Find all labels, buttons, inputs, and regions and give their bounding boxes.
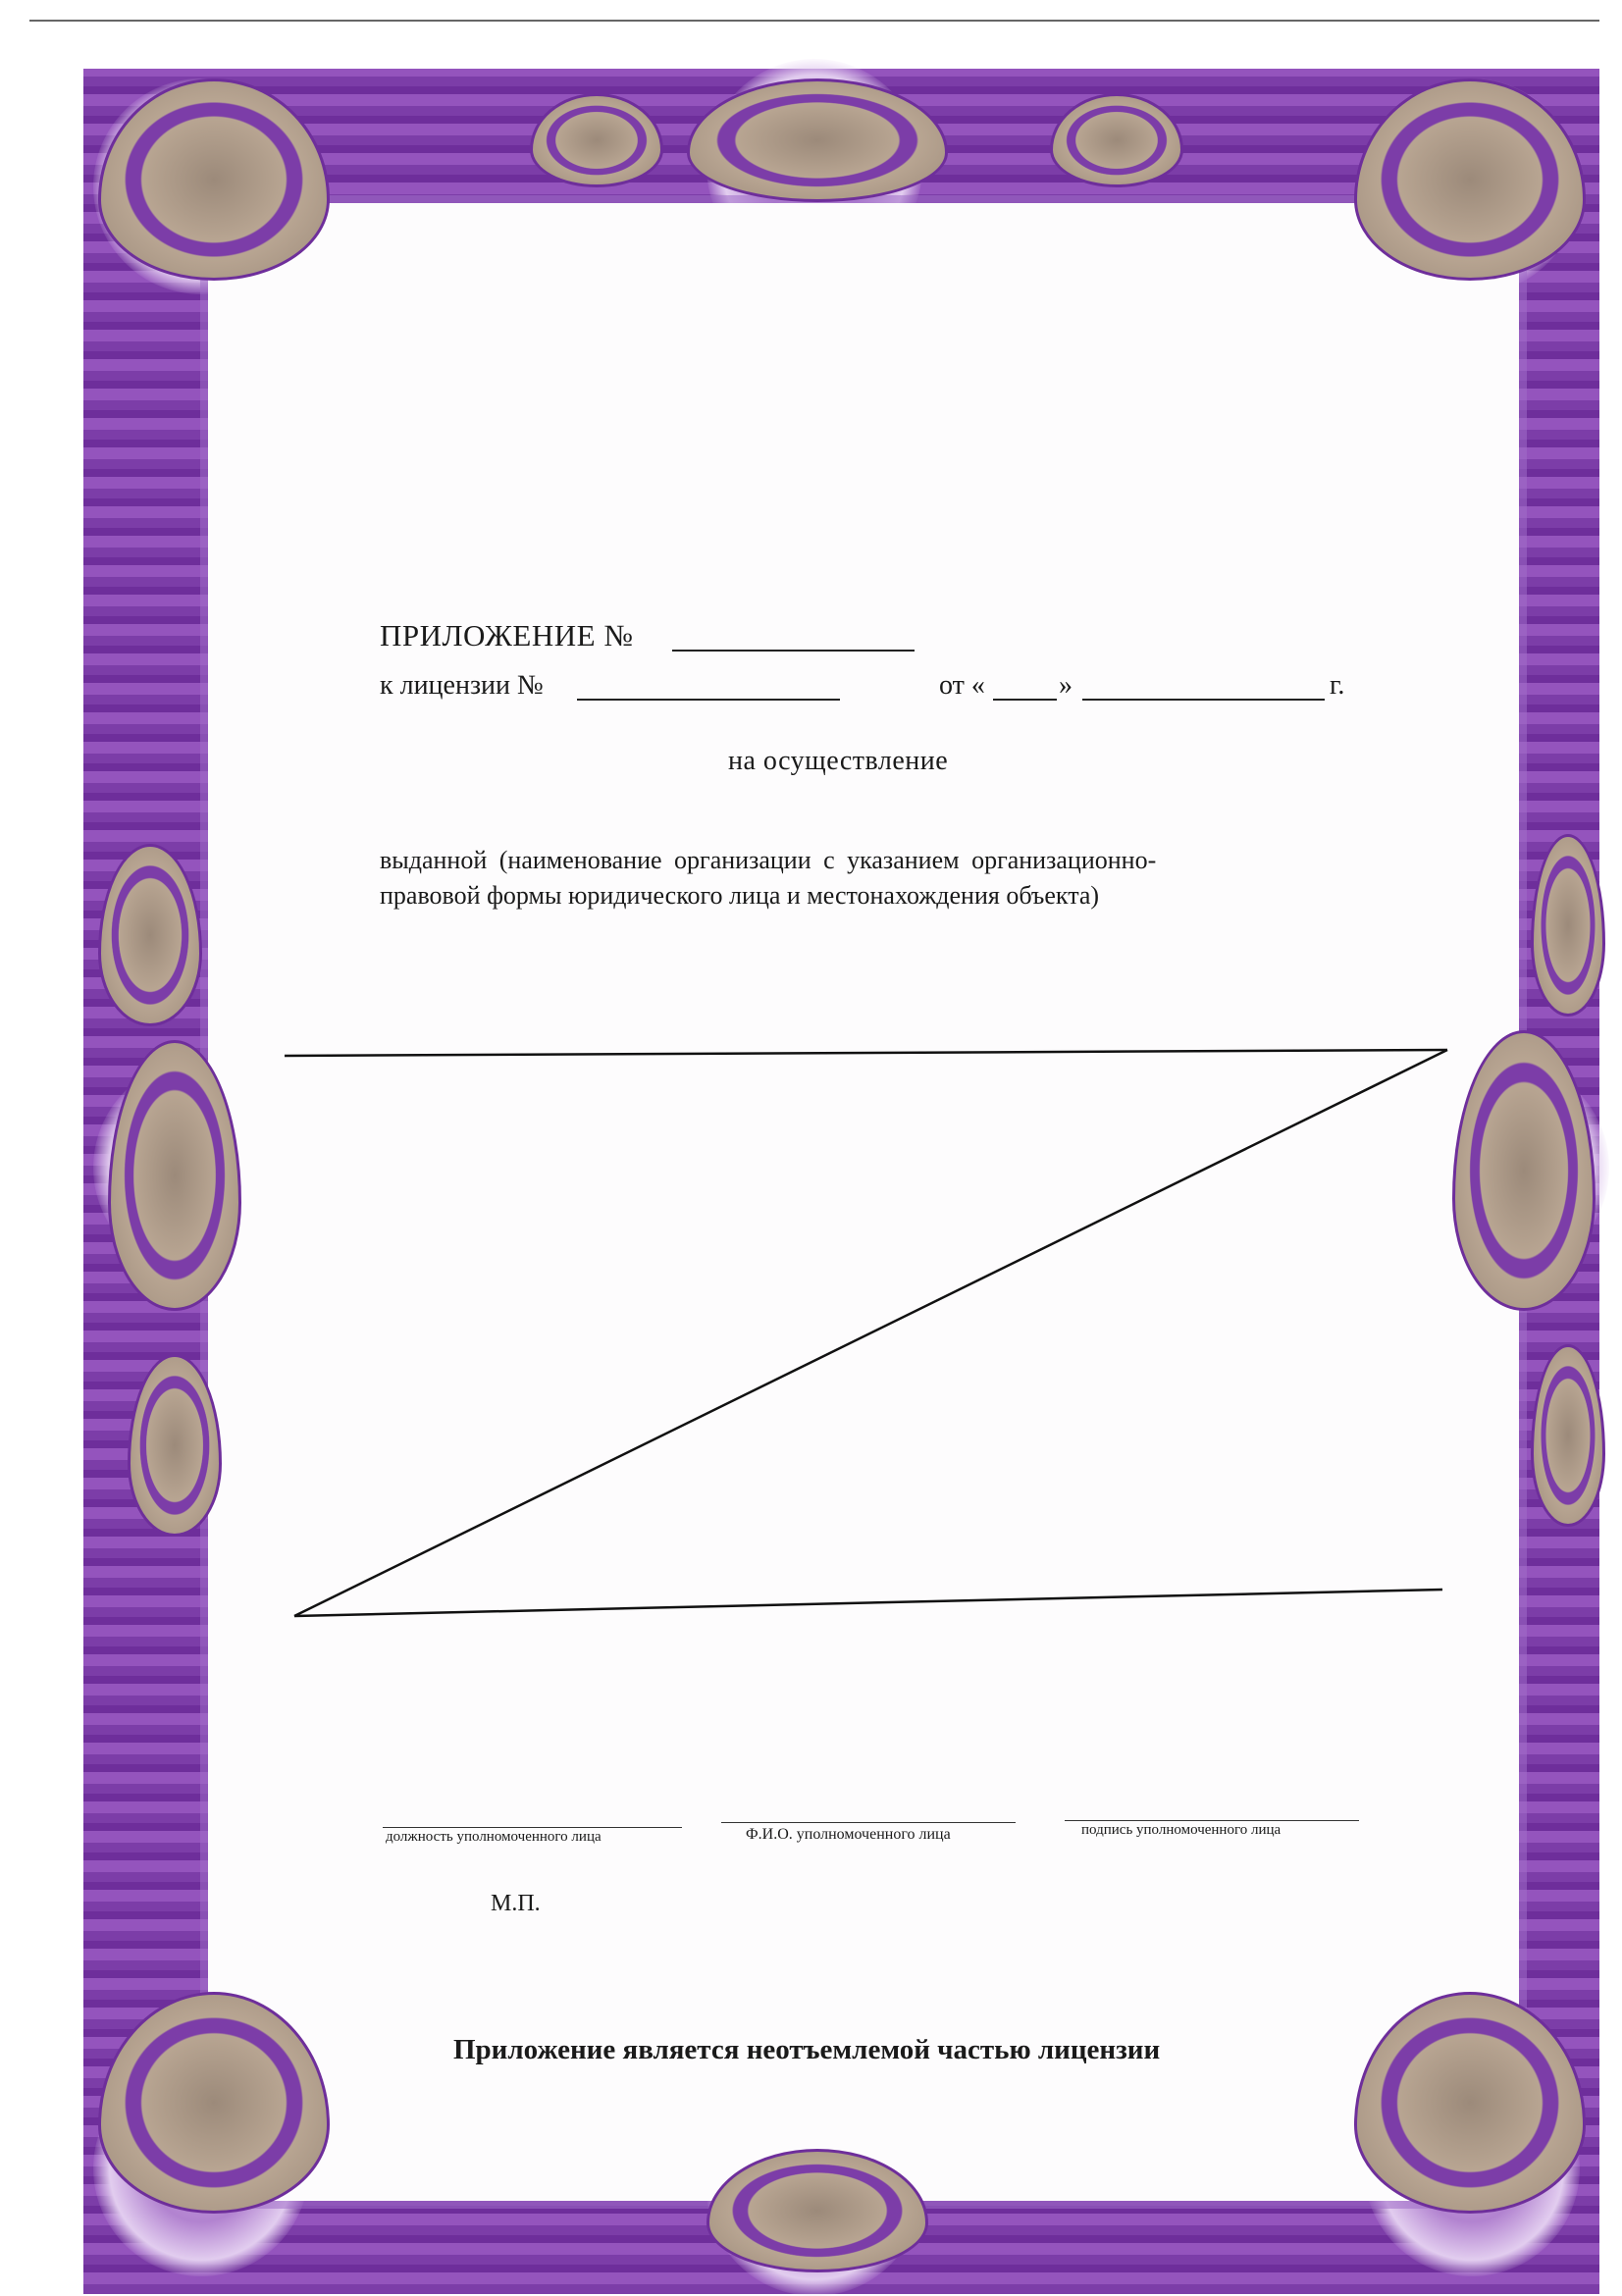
purpose-label: на осуществление <box>728 746 949 776</box>
position-signature-line[interactable] <box>383 1827 682 1828</box>
position-label: должность уполномоченного лица <box>386 1829 602 1845</box>
signature-line[interactable] <box>1065 1820 1359 1821</box>
footer-note: Приложение является неотъемлемой частью лицензии <box>453 2034 1161 2065</box>
issued-description-line1: выданной (наименование организации с указанием организационно- <box>380 846 1157 874</box>
date-close-quote: » <box>1059 670 1073 701</box>
issued-description-line2: правовой формы юридического лица и местонахождения объекта) <box>380 881 1100 910</box>
signature-label: подпись уполномоченного лица <box>1081 1822 1282 1838</box>
stamp-place-label: М.П. <box>491 1891 541 1916</box>
license-number-label: к лицензии № <box>380 670 544 701</box>
appendix-title: ПРИЛОЖЕНИЕ № <box>380 618 634 652</box>
name-label: Ф.И.О. уполномоченного лица <box>746 1826 951 1843</box>
year-suffix: г. <box>1330 670 1345 701</box>
date-from-label: от « <box>939 670 985 701</box>
name-signature-line[interactable] <box>721 1822 1016 1823</box>
